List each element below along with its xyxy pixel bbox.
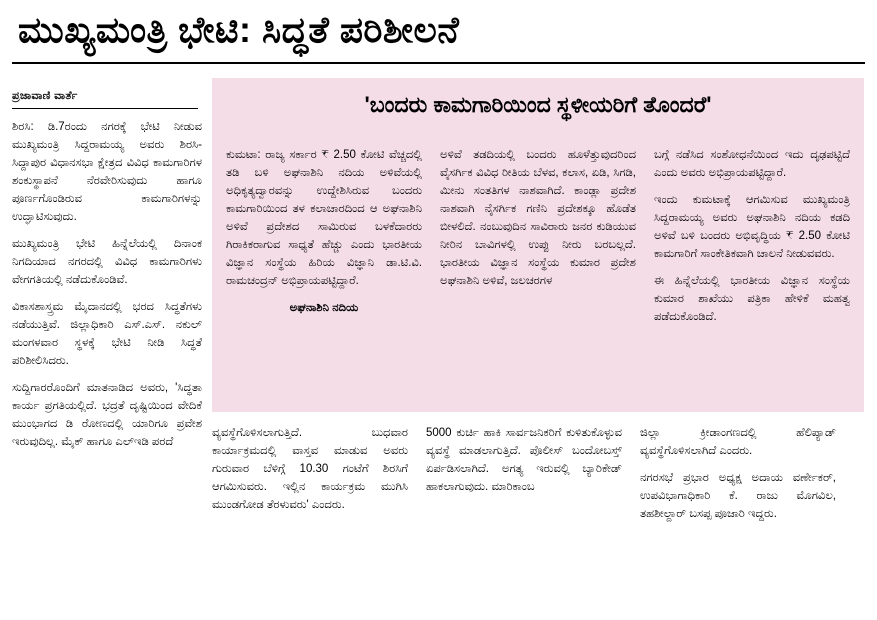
header-divider bbox=[12, 62, 865, 64]
highlight-column bbox=[226, 146, 422, 335]
paragraph: ವಿಕಾಸಶಾಸ್ತ್ರಮ ಮೈದಾನದಲ್ಲಿ ಭರದ ಸಿದ್ಧತೆಗಳು ನಡೆಯುತ್ತಿವೆ. ಜಿಲ್ಲಾಧಿಕಾರಿ ಎಸ್.ಎಸ್. ನಕುಲ್ ಮಂಗಳವಾರ ಸ್ಥಳಕ್ಕೆ ಭೇಟಿ ನೀಡಿ ಸಿದ್ಧತೆ ಪರಿಶೀಲಿಸಿದರು. bbox=[12, 301, 202, 367]
paragraph: ಅಳಿವೆ ತಡದಿಯಲ್ಲಿ ಬಂದರು ಹೂಳೆತ್ತುವುದರಿಂದ ವೈಸರ್ಗಿಕ ವಿವಿಧ ರೀತಿಯ ಬೆಳವ, ಕಲಾಸ, ಏಡಿ, ಸಿಗಡಿ, ಮೀನು ಸಂತತಿಗಳ ನಾಶವಾಗಿದೆ. ಕಾಂಡ್ಲಾ ಪ್ರದೇಶ ನಾಶವಾಗಿ ನೈಸರ್ಗಿಕ ಗಣಿನಿ ಪ್ರದೇಶಕ್ಕೂ ಹೊಡೆತ ಬೀಳಲಿದೆ. ನಂಬುವುದಿನ ಸಾವಿರಾರು ಜನರ ಕುಡಿಯುವ ನೀರಿನ ಬಾವಿಗಳಲ್ಲಿ ಉಪ್ಪು ನೀರು ಬರಬಲ್ಲದೆ. ಭಾರತೀಯ ವಿಜ್ಞಾನ ಸಂಸ್ಥೆಯ ಕುಮಾರ ಪ್ರದೇಶ ಅಘನಾಶಿನಿ ಅಳಿವೆ, ಜಲಚರಗಳ bbox=[440, 149, 636, 287]
byline: ಪ್ರಜಾವಾಣಿ ವಾರ್ತೆ bbox=[12, 90, 78, 102]
paragraph: ವ್ಯವಸ್ಥೆಗೊಳಿಸಲಾಗುತ್ತಿದೆ. ಬುಧವಾರ ಕಾರ್ಯಾಕ್ರಮದಲ್ಲಿ ವಾಸ್ತವ ಮಾಡುವ ಅವರು ಗುರುವಾರ ಬೆಳಿಗ್ಗೆ 10.30 ಗಂಟೆಗೆ ಶಿರಸಿಗೆ ಆಗಮಿಸುವರು. ಇಲ್ಲಿನ ಕಾರ್ಯಕ್ರಮ ಮುಗಿಸಿ ಮುಂಡಗೋಡ ತೆರಳುವರು' ಎಂದರು. bbox=[212, 427, 408, 511]
byline-divider bbox=[12, 108, 198, 109]
highlight-panel bbox=[212, 78, 864, 412]
article-column bbox=[640, 424, 836, 532]
highlight-column bbox=[654, 146, 850, 335]
paragraph: ಕುಮಟಾ: ರಾಜ್ಯ ಸರ್ಕಾರ ₹ 2.50 ಕೋಟಿ ವೆಚ್ಚದಲ್ಲಿ ತಡಿ ಬಳಿ ಅಘನಾಶಿನಿ ನದಿಯ ಅಳಿವೆಯಲ್ಲಿ ಅಧಿಕೃತ್ಯದ್ವಾರವನ್ನು ಉದ್ದೇಶಿಸಿರುವ ಬಂದರು ಕಾಮಗಾರಿಯಿಂದ ತಳ ಕಲಾಚಾರದಿಂದ ಆ ಅಘನಾಶಿನಿ ಅಳಿವೆ ಪ್ರದೇಶದ ಸಾಮಿರುವ ಬಳಕೆದಾರರು ಗಿರಾಕಿಕರಾಗುವ ಸಾಧ್ಯತೆ ಹೆಚ್ಚು ಎಂದು ಭಾರತೀಯ ವಿಜ್ಞಾನ ಸಂಸ್ಥೆಯ ಹಿರಿಯ ವಿಜ್ಞಾನಿ ಡಾ.ಟಿ.ವಿ. ರಾಮಚಂದ್ರನ್ ಅಭಿಪ್ರಾಯಪಟ್ಟಿದ್ದಾರೆ. bbox=[226, 149, 422, 287]
highlight-panel-columns bbox=[226, 146, 850, 335]
paragraph: ನಗರಸಭೆ ಪ್ರಭಾರ ಅಧ್ಯಕ್ಷ ಅದಾಯ ವರ್ಣೇಕರ್, ಉಪವಿಭಾಗಾಧಿಕಾರಿ ಕೆ. ರಾಜು ಮೊಗವಿಲ, ತಹಶೀಲ್ದಾರ್ ಬಸಪ್ಪ ಪೂಜಾರಿ ಇದ್ದರು. bbox=[640, 472, 836, 520]
article-lower-columns bbox=[212, 424, 864, 532]
photo-caption: ಅಘನಾಶಿನಿ ನದಿಯ bbox=[289, 302, 359, 314]
paragraph: ಮುಖ್ಯಮಂತ್ರಿ ಭೇಟಿ ಹಿನ್ನೆಲೆಯಲ್ಲಿ ದಿನಾಂಕ ನಿಗದಿಯಾದ ನಗರದಲ್ಲಿ ವಿವಿಧ ಕಾಮಗಾರಿಗಳು ವೇಗಗತಿಯಲ್ಲಿ ನಡೆದುಕೊಂಡಿವೆ. bbox=[12, 238, 202, 286]
paragraph: ಶಿರಸಿ: ಡಿ.7ರಂದು ನಗರಕ್ಕೆ ಭೇಟಿ ನೀಡುವ ಮುಖ್ಯಮಂತ್ರಿ ಸಿದ್ದರಾಮಯ್ಯ ಅವರು ಶಿರಸಿ- ಸಿದ್ದಾಪುರ ವಿಧಾನಸಭಾ ಕ್ಷೇತ್ರದ ವಿವಿಧ ಕಾಮಗಾರಿಗಳ ಶಂಕುಸ್ಥಾಪನೆ ನೆರವೇರಿಸುವುದು ಹಾಗೂ ಪೂರ್ಣಗೊಂಡಿರುವ ಕಾಮಗಾರಿಗಳನ್ನು ಉದ್ಘಾಟಿಸುವುದು. bbox=[12, 121, 202, 223]
paragraph: 5000 ಕುರ್ಚಿ ಹಾಕಿ ಸಾರ್ವಜನಿಕರಿಗೆ ಕುಳಿತುಕೊಳ್ಳುವ ವ್ಯವಸ್ಥೆ ಮಾಡಲಾಗುತ್ತಿದೆ. ಪೊಲೀಸ್ ಬಂದೋಬಸ್ತ್ ಏರ್ಪಡಿಸಲಾಗಿದೆ. ಅಗತ್ಯ ಇರುವಲ್ಲಿ ಬ್ಯಾರಿಕೇಡ್ ಹಾಕಲಾಗುವುದು. ಮಾರಿಕಾಂಬ bbox=[426, 427, 622, 493]
highlight-column bbox=[440, 146, 636, 335]
article-column bbox=[212, 424, 408, 532]
article-left-column bbox=[12, 118, 202, 460]
page-title: ಮುಖ್ಯಮಂತ್ರಿ ಭೇಟಿ: ಸಿದ್ಧತೆ ಪರಿಶೀಲನೆ bbox=[18, 9, 460, 50]
highlight-panel-title: 'ಬಂದರು ಕಾಮಗಾರಿಯಿಂದ ಸ್ಥಳೀಯರಿಗೆ ತೊಂದರೆ' bbox=[364, 92, 712, 117]
paragraph: ಬಗ್ಗೆ ನಡೆಸಿದ ಸಂಶೋಧನೆಯಿಂದ ಇದು ದೃಢಪಟ್ಟಿದೆ ಎಂದು ಅವರು ಅಭಿಪ್ರಾಯಪಟ್ಟಿದ್ದಾರೆ. bbox=[654, 149, 850, 179]
paragraph: ಸುದ್ದಿಗಾರರೊಂದಿಗೆ ಮಾತನಾಡಿದ ಅವರು, 'ಸಿದ್ಧತಾ ಕಾರ್ಯ ಪ್ರಗತಿಯಲ್ಲಿದೆ. ಭದ್ರತೆ ದೃಷ್ಟಿಯಿಂದ ವೇದಿಕೆ ಮುಂಭಾಗದ ಡಿ ರೋಣದಲ್ಲಿ ಯಾರಿಗೂ ಪ್ರವೇಶ ಇರುವುದಿಲ್ಲ. ಮೈಕ್ ಹಾಗೂ ಎಲ್‌ಇಡಿ ಪರದೆ bbox=[12, 382, 202, 448]
paragraph: ಇಂದು ಕುಮಟಾಕ್ಕೆ ಆಗಮಿಸುವ ಮುಖ್ಯಮಂತ್ರಿ ಸಿದ್ದರಾಮಯ್ಯ ಅವರು ಅಘನಾಶಿನಿ ನದಿಯ ಕಡದಿ ಅಳಿವೆ ಬಳಿ ಬಂದರು ಅಭಿವೃದ್ಧಿಯ ₹ 2.50 ಕೋಟಿ ಕಾಮಗಾರಿಗೆ ಸಾಂಕೇತಿಕವಾಗಿ ಚಾಲನೆ ನೀಡುವವರು. bbox=[654, 194, 850, 260]
article-column bbox=[426, 424, 622, 532]
paragraph: ಈ ಹಿನ್ನೆಲೆಯಲ್ಲಿ ಭಾರತೀಯ ವಿಜ್ಞಾನ ಸಂಸ್ಥೆಯ ಕುಮಾರ ಶಾಖೆಯು ಪತ್ರಿಕಾ ಹೇಳಿಕೆ ಮಹತ್ವ ಪಡೆದುಕೊಂಡಿದೆ. bbox=[654, 275, 850, 323]
paragraph: ಜಿಲ್ಲಾ ಕ್ರೀಡಾಂಗಣದಲ್ಲಿ ಹೆಲಿಪ್ಯಾಡ್ ವ್ಯವಸ್ಥೆಗೊಳಿಸಲಾಗಿದೆ ಎಂದರು. bbox=[640, 427, 836, 457]
